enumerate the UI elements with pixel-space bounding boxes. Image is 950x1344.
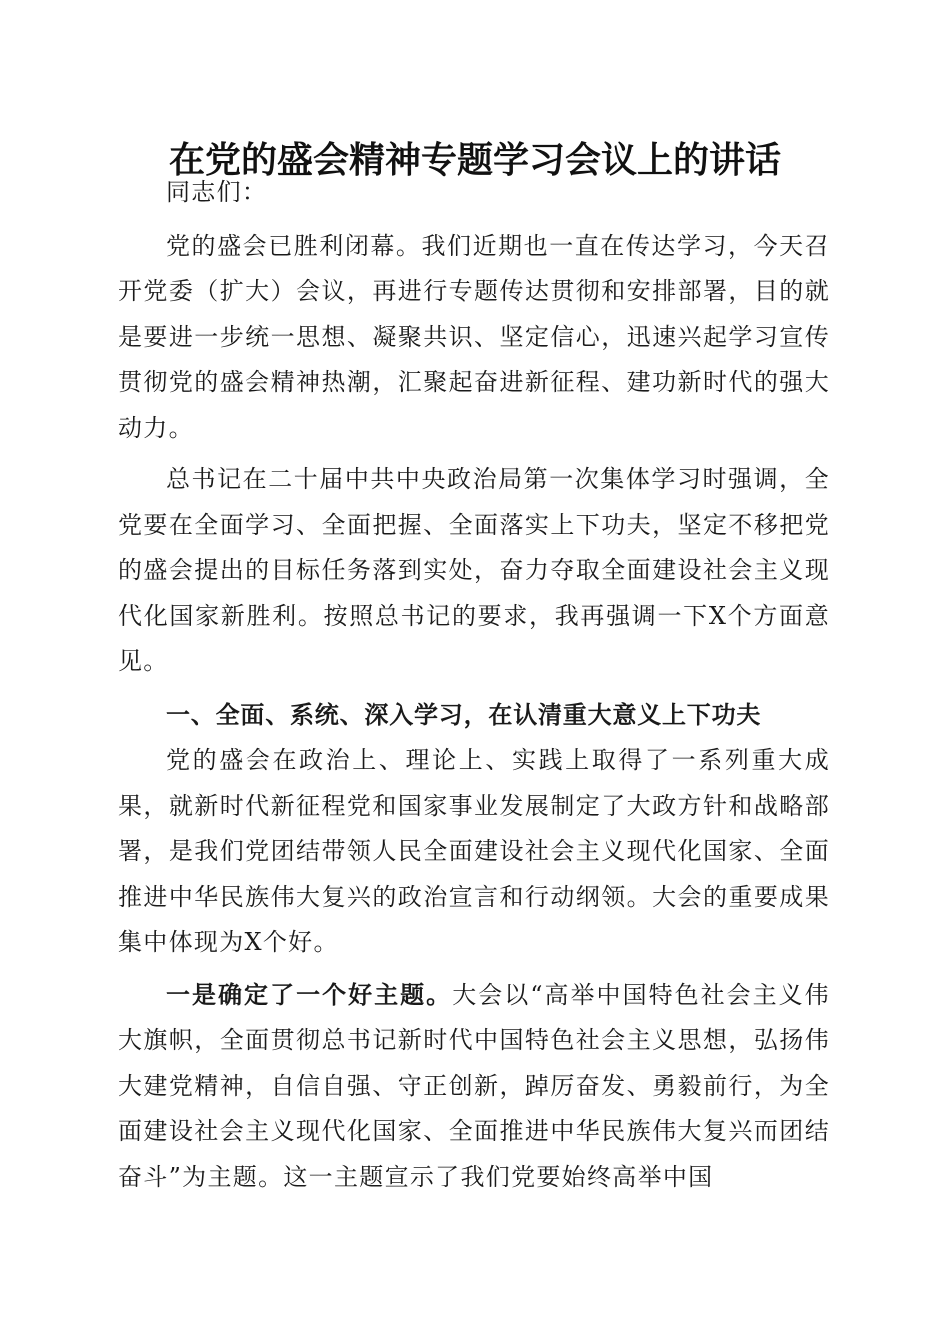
section-1-paragraph: 党的盛会在政治上、理论上、实践上取得了一系列重大成果，就新时代新征程党和国家事业发展制定了大政方针和战略部署，是我们党团结带领人民全面建设社会主义现代化国家、全面推进中华民族伟大复兴的政治宣言和行动纲领。大会的重要成果集中体现为X个好。 bbox=[118, 746, 830, 956]
document-body bbox=[118, 170, 830, 1200]
document-title: 在党的盛会精神专题学习会议上的讲话 bbox=[168, 139, 781, 181]
paragraph-instruction: 总书记在二十届中共中央政治局第一次集体学习时强调，全党要在全面学习、全面把握、全面落实上下功夫，坚定不移把党的盛会提出的目标任务落到实处，奋力夺取全面建设社会主义现代化国家新胜利。按照总书记的要求，我再强调一下X个方面意见。 bbox=[118, 465, 830, 675]
point-1-text: 大会以“高举中国特色社会主义伟大旗帜，全面贯彻总书记新时代中国特色社会主义思想，弘扬伟大建党精神，自信自强、守正创新，踔厉奋发、勇毅前行，为全面建设社会主义现代化国家、全面推进中华民族伟大复兴而团结奋斗”为主题。这一主题宣示了我们党要始终高举中国 bbox=[118, 980, 830, 1191]
section-heading-1: 一、全面、系统、深入学习，在认清重大意义上下功夫 bbox=[166, 700, 762, 729]
salutation: 同志们： bbox=[166, 178, 268, 206]
point-1-paragraph bbox=[118, 972, 830, 1201]
point-1-lead: 一是确定了一个好主题。 bbox=[166, 979, 453, 1009]
paragraph-intro: 党的盛会已胜利闭幕。我们近期也一直在传达学习，今天召开党委（扩大）会议，再进行专题传达贯彻和安排部署，目的就是要进一步统一思想、凝聚共识、坚定信心，迅速兴起学习宣传贯彻党的盛会精神热潮，汇聚起奋进新征程、建功新时代的强大动力。 bbox=[118, 231, 830, 442]
